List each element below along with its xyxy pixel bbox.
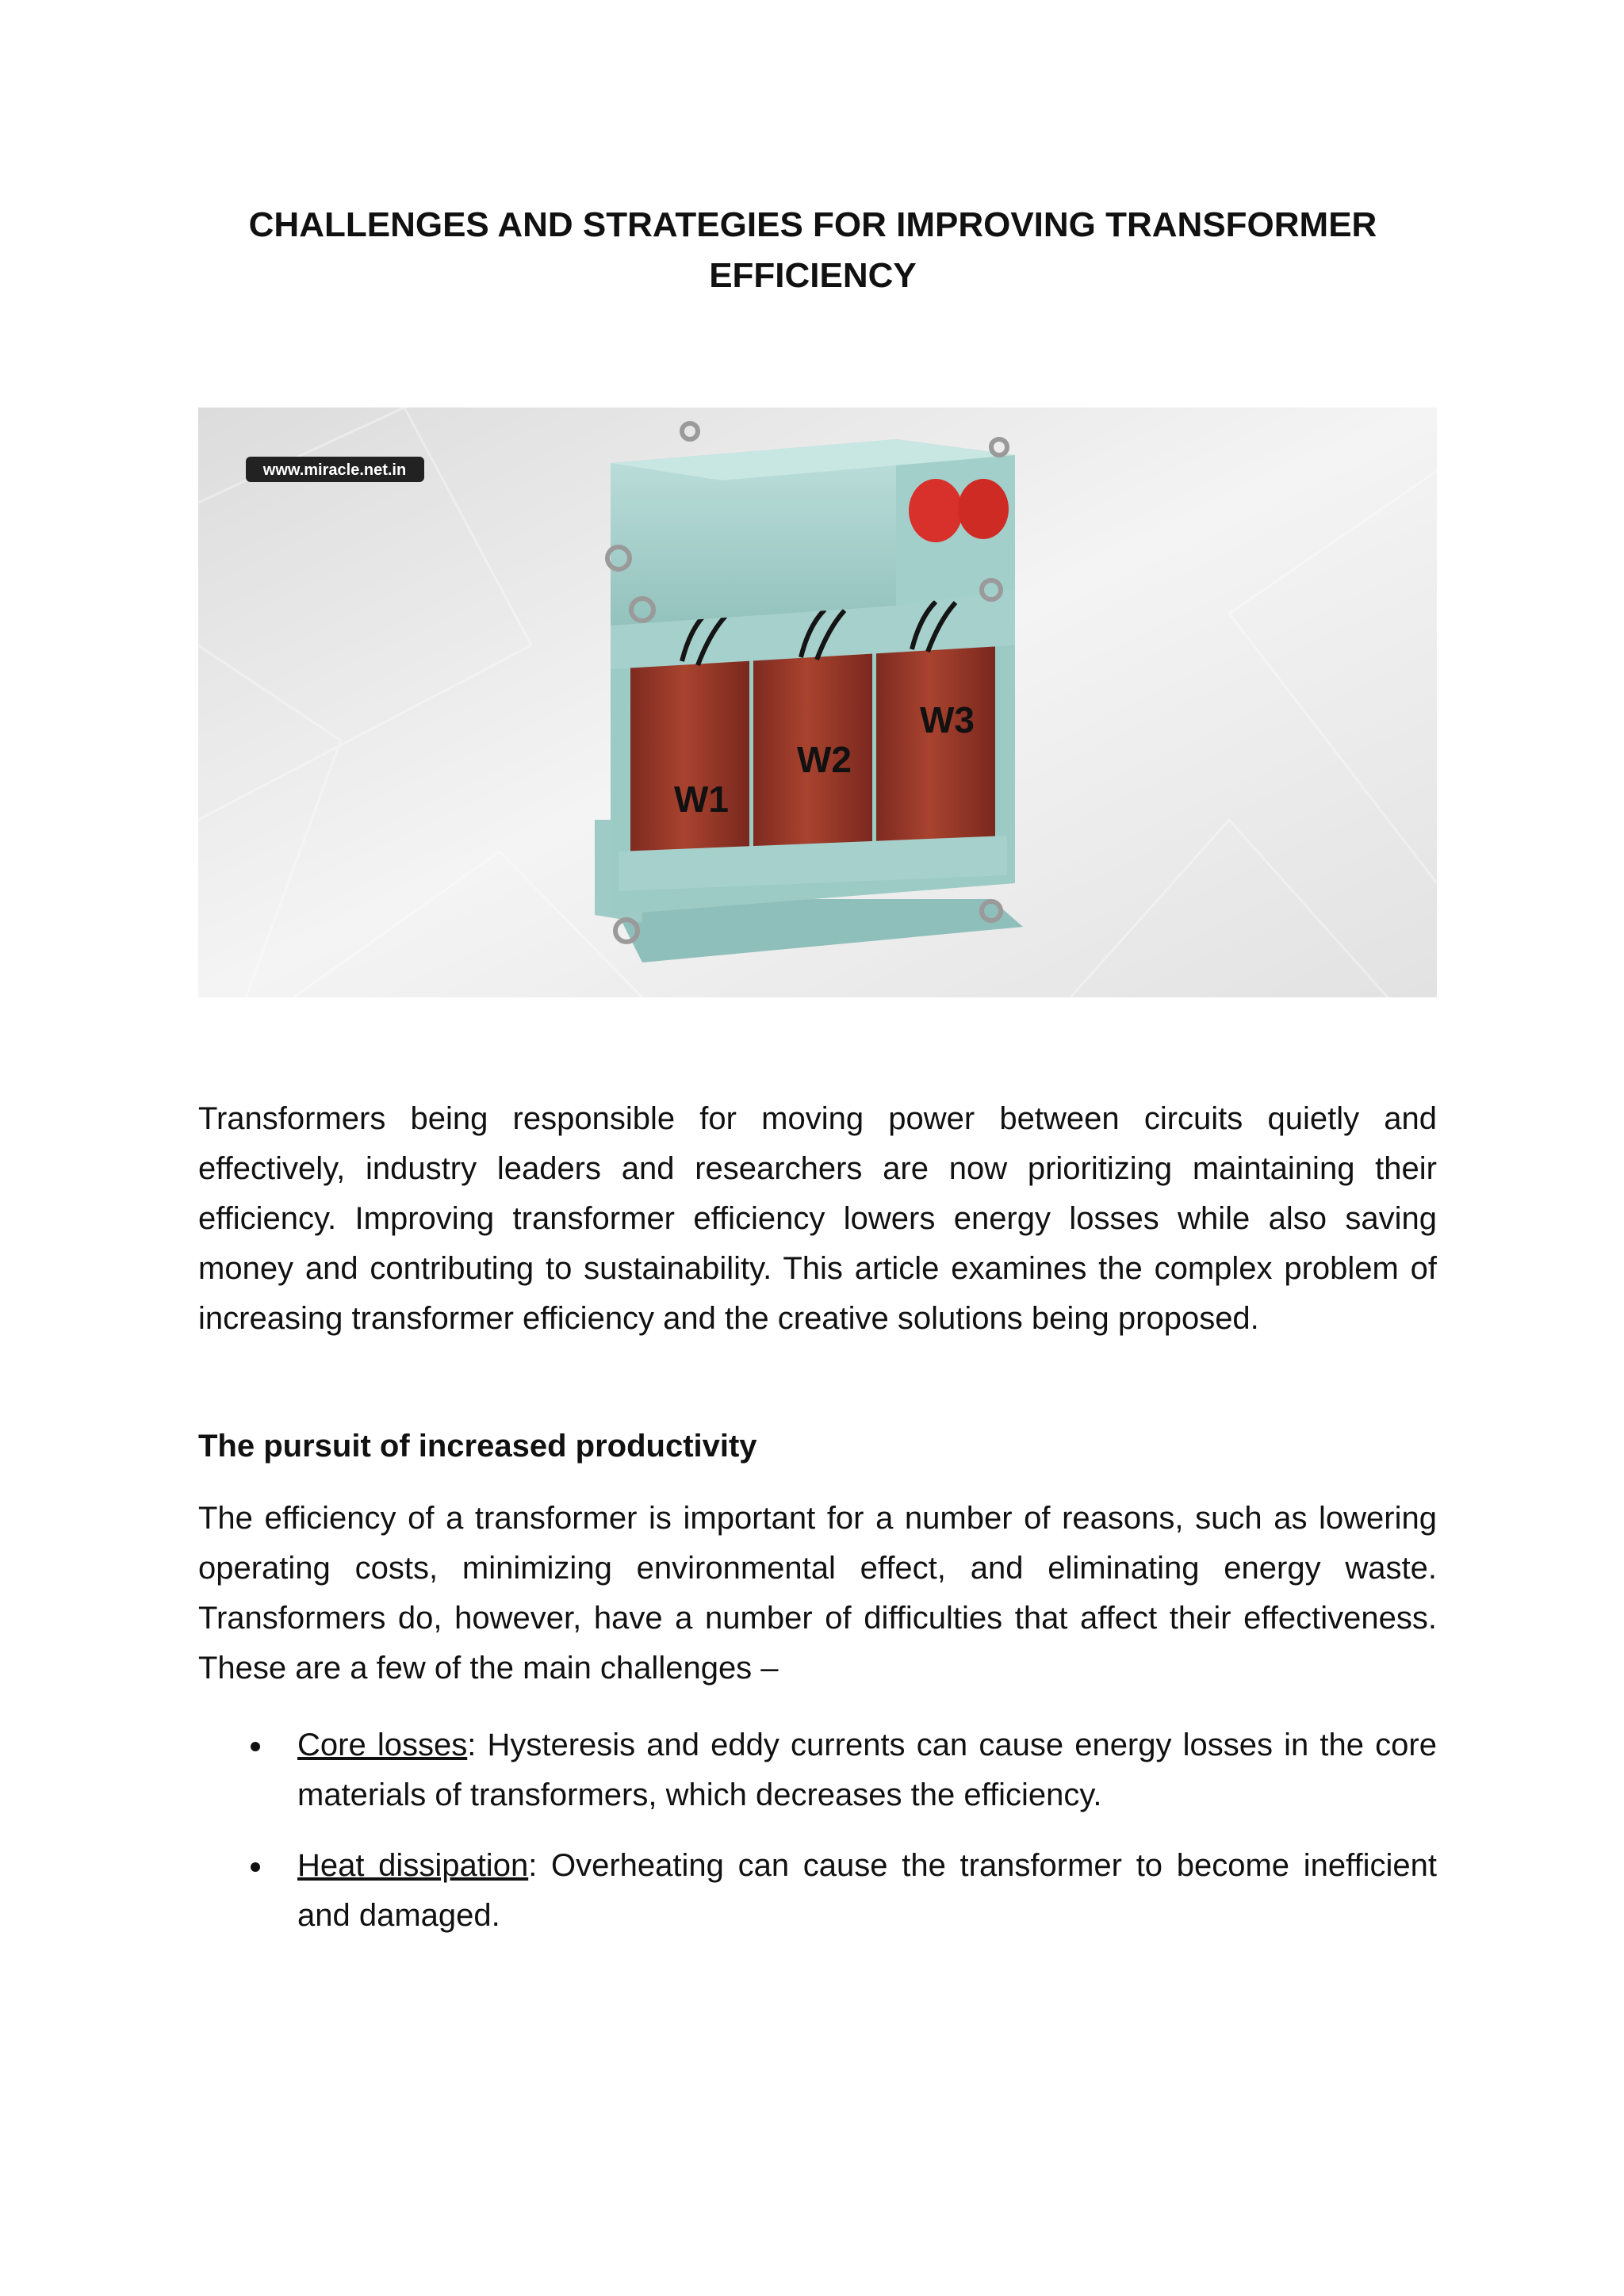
coil-label-w3: W3: [920, 699, 975, 740]
bullet-text: : Hysteresis and eddy currents can cause energy losses in the core materials of transformers, which decreases the efficiency.: [297, 1728, 1437, 1812]
terminal-cap-right: [958, 479, 1009, 539]
challenges-list: [198, 1720, 1437, 1961]
terminal-cap-left: [909, 479, 963, 542]
bullet-term: Core losses: [297, 1728, 468, 1762]
list-item: [198, 1841, 1437, 1941]
bullet-icon: [251, 1862, 260, 1872]
document-title: CHALLENGES AND STRATEGIES FOR IMPROVING TRANSFORMER EFFICIENCY: [248, 205, 1377, 295]
intro-paragraph: Transformers being responsible for moving power between circuits quietly and effectively, industry leaders and researchers are now prioritizing maintaining their efficiency. Improving transformer efficiency lowers energy losses while also saving money and contributing to sustainability. This article examines the complex problem of increasing transformer efficiency and the creative solutions being proposed.: [198, 1101, 1437, 1336]
coil-label-w2: W2: [797, 739, 852, 780]
list-item: [198, 1720, 1437, 1820]
bullet-term: Heat dissipation: [297, 1848, 529, 1883]
transformer-photo: [198, 408, 1437, 997]
section-heading: The pursuit of increased productivity: [198, 1429, 757, 1464]
bullet-icon: [251, 1742, 260, 1751]
transformer-illustration: [198, 408, 1437, 997]
coil-label-w1: W1: [674, 779, 729, 820]
watermark-text: www.miracle.net.in: [262, 461, 407, 479]
challenges-paragraph: The efficiency of a transformer is important for a number of reasons, such as lowering operating costs, minimizing environmental effect, and eliminating energy waste. Transformers do, however, have a number of difficulties that affect their effectiveness. These are a few of the main challenges –: [198, 1501, 1437, 1686]
coil-3: [876, 629, 995, 867]
bullet-text: : Overheating can cause the transformer to become inefficient and damaged.: [297, 1848, 1437, 1933]
